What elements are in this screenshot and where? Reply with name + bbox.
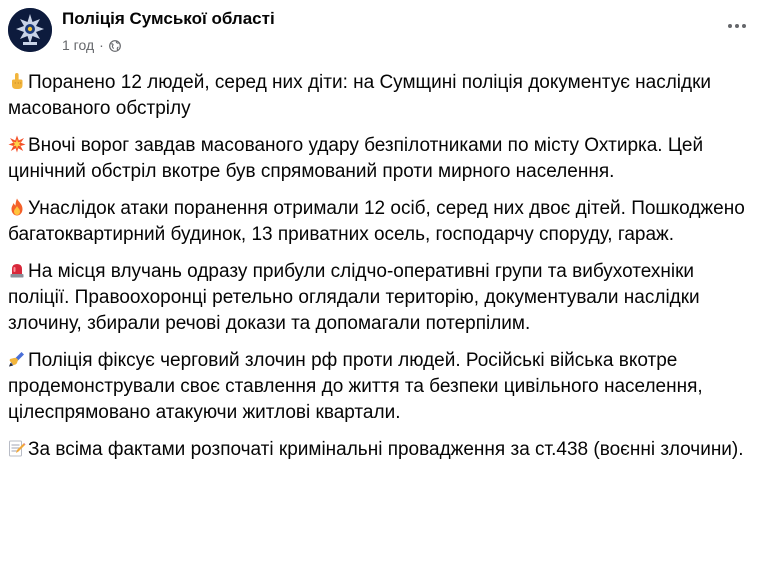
globe-icon[interactable] bbox=[109, 39, 121, 51]
post-header bbox=[8, 8, 761, 56]
post-paragraph bbox=[8, 70, 747, 122]
post-paragraph bbox=[8, 348, 747, 426]
paragraph-text: Унаслідок атаки поранення отримали 12 осіб, серед них двоє дітей. Пошкоджено багатоквартирний будинок, 13 приватних осель, господарчу споруду, гараж. bbox=[8, 198, 745, 245]
post-meta bbox=[62, 37, 121, 53]
paragraph-text: За всіма фактами розпочаті кримінальні провадження за ст.438 (воєнні злочини). bbox=[28, 439, 744, 460]
paragraph-text: Поліція фіксує черговий злочин рф проти людей. Російські війська вкотре продемонстрували своє ставлення до життя та безпеки цивільного населення, цілеспрямовано атакуючи житлові квартали. bbox=[8, 350, 703, 423]
page-avatar[interactable] bbox=[8, 8, 52, 52]
page-name[interactable]: Поліція Сумської області bbox=[62, 9, 275, 28]
memo-icon bbox=[8, 439, 26, 457]
fire-icon bbox=[8, 198, 26, 216]
more-options-button[interactable] bbox=[725, 14, 749, 38]
post-paragraph bbox=[8, 437, 747, 463]
more-dots-icon bbox=[727, 23, 747, 29]
post-body bbox=[8, 70, 747, 474]
post-paragraph bbox=[8, 259, 747, 337]
post-paragraph bbox=[8, 133, 747, 185]
meta-separator: · bbox=[99, 37, 104, 53]
writing-hand-icon bbox=[8, 350, 26, 368]
police-badge-icon bbox=[8, 8, 52, 52]
collision-icon bbox=[8, 135, 26, 153]
post-paragraph bbox=[8, 196, 747, 248]
pointing-up-icon bbox=[8, 72, 26, 90]
paragraph-text: На місця влучань одразу прибули слідчо-оперативні групи та вибухотехніки поліції. Правоохоронці ретельно оглядали територію, документували наслідки злочину, збирали речові докази та допомагали потерпілим. bbox=[8, 261, 700, 334]
post-timestamp[interactable]: 1 год bbox=[62, 37, 95, 53]
police-light-icon bbox=[8, 261, 26, 279]
paragraph-text: Вночі ворог завдав масованого удару безпілотниками по місту Охтирка. Цей цинічний обстріл вкотре був спрямований проти мирного населення. bbox=[8, 135, 704, 182]
paragraph-text: Поранено 12 людей, серед них діти: на Сумщині поліція документує наслідки масованого обстрілу bbox=[8, 72, 712, 119]
